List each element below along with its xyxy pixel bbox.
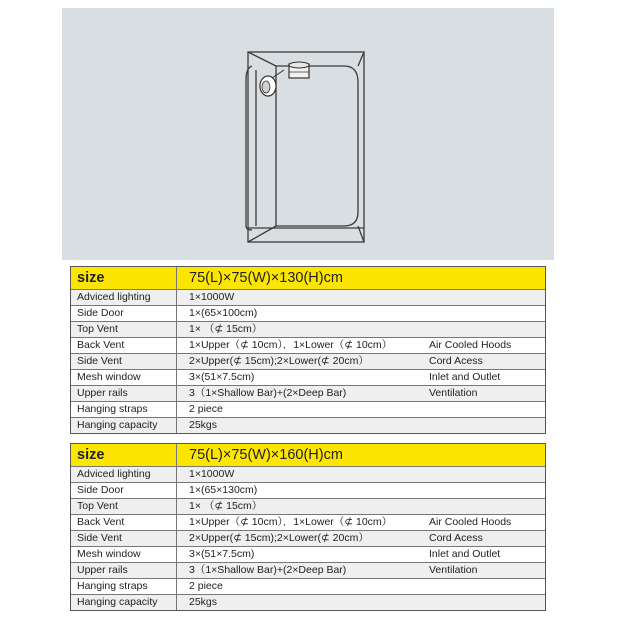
row-label: Side Door [71, 483, 177, 498]
row-value: 2 piece [189, 580, 223, 592]
table-row [71, 594, 545, 610]
table-row [71, 514, 545, 530]
row-label: Hanging straps [71, 402, 177, 417]
row-label: Hanging straps [71, 579, 177, 594]
table-row [71, 321, 545, 337]
row-feature: Inlet and Outlet [429, 548, 501, 560]
row-feature: Air Cooled Hoods [429, 516, 512, 528]
row-label: Adviced lighting [71, 290, 177, 305]
table-row [71, 530, 545, 546]
table-row [71, 305, 545, 321]
row-value: 1×Upper（⊄ 10cm）．1×Lower（⊄ 10cm） [189, 516, 393, 528]
row-value: 3（1×Shallow Bar)+(2×Deep Bar) [189, 387, 347, 399]
row-label: Mesh window [71, 370, 177, 385]
table-row [71, 385, 545, 401]
row-value: 2 piece [189, 403, 223, 415]
row-value: 1×Upper（⊄ 10cm）．1×Lower（⊄ 10cm） [189, 339, 393, 351]
row-label: Top Vent [71, 322, 177, 337]
row-value: 1× （⊄ 15cm） [189, 323, 263, 335]
row-feature: Inlet and Outlet [429, 371, 501, 383]
row-value: 2×Upper(⊄ 15cm);2×Lower(⊄ 20cm） [189, 355, 369, 367]
size-label: size [71, 444, 177, 466]
row-label: Back Vent [71, 338, 177, 353]
vent-hood-icon [260, 70, 284, 96]
table-row [71, 337, 545, 353]
table-row [71, 369, 545, 385]
size-value: 75(L)×75(W)×160(H)cm [189, 447, 343, 463]
size-header-row [71, 267, 545, 289]
row-value: 1×(65×130cm) [189, 484, 258, 496]
row-feature: Cord Acess [429, 532, 483, 544]
row-value: 1×1000W [189, 468, 235, 480]
row-label: Side Door [71, 306, 177, 321]
row-feature: Ventilation [429, 387, 478, 399]
table-row [71, 401, 545, 417]
row-label: Top Vent [71, 499, 177, 514]
size-label: size [71, 267, 177, 289]
spec-table-160cm [70, 443, 546, 611]
table-row [71, 289, 545, 305]
table-row [71, 353, 545, 369]
row-label: Upper rails [71, 386, 177, 401]
row-value: 1× （⊄ 15cm） [189, 500, 263, 512]
carbon-filter-icon [289, 62, 309, 78]
size-value: 75(L)×75(W)×130(H)cm [189, 270, 343, 286]
row-value: 25kgs [189, 419, 218, 431]
table-row [71, 482, 545, 498]
row-label: Upper rails [71, 563, 177, 578]
table-row [71, 562, 545, 578]
spec-table-130cm [70, 266, 546, 434]
row-label: Side Vent [71, 531, 177, 546]
row-value: 3×(51×7.5cm) [189, 371, 255, 383]
row-feature: Air Cooled Hoods [429, 339, 512, 351]
row-label: Side Vent [71, 354, 177, 369]
table-row [71, 417, 545, 433]
table-row [71, 466, 545, 482]
product-image [62, 8, 554, 260]
row-value: 1×(65×100cm) [189, 307, 258, 319]
row-label: Adviced lighting [71, 467, 177, 482]
row-label: Back Vent [71, 515, 177, 530]
row-feature: Cord Acess [429, 355, 483, 367]
row-value: 3×(51×7.5cm) [189, 548, 255, 560]
table-row [71, 578, 545, 594]
row-value: 3（1×Shallow Bar)+(2×Deep Bar) [189, 564, 347, 576]
row-label: Mesh window [71, 547, 177, 562]
row-feature: Ventilation [429, 564, 478, 576]
row-value: 2×Upper(⊄ 15cm);2×Lower(⊄ 20cm） [189, 532, 369, 544]
grow-tent-outline-icon [62, 8, 554, 260]
table-row [71, 498, 545, 514]
row-label: Hanging capacity [71, 418, 177, 433]
row-label: Hanging capacity [71, 595, 177, 610]
row-value: 25kgs [189, 596, 218, 608]
row-value: 1×1000W [189, 291, 235, 303]
size-header-row [71, 444, 545, 466]
table-row [71, 546, 545, 562]
